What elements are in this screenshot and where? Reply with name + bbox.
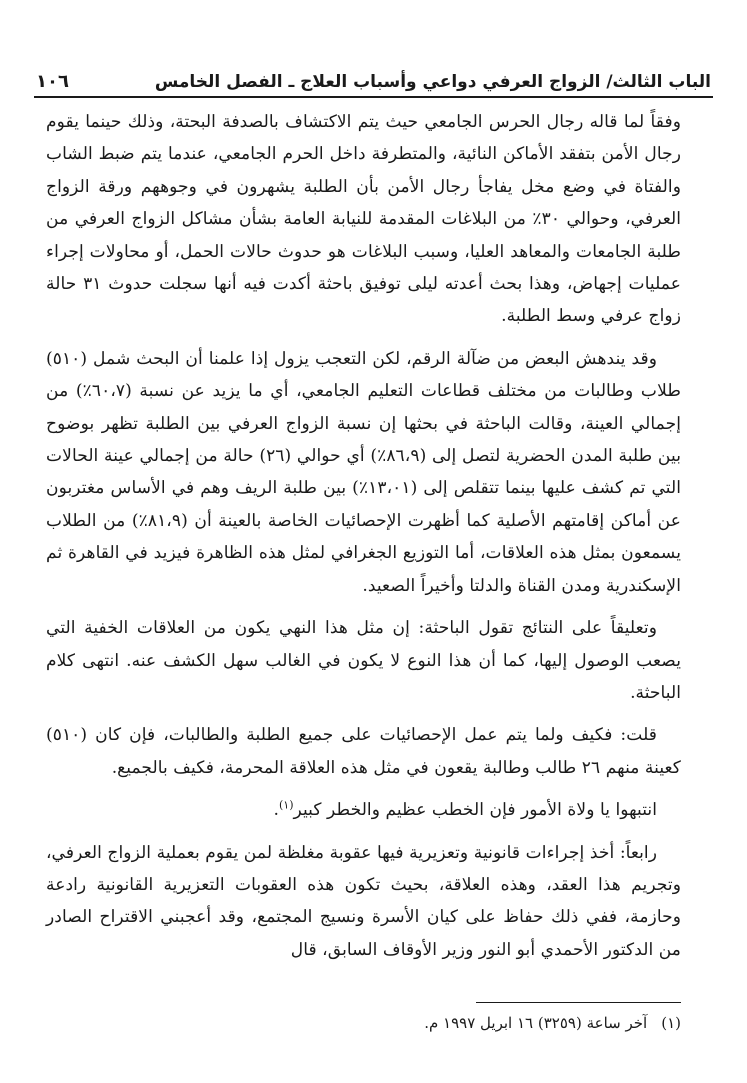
paragraph-5-tail: . bbox=[273, 800, 279, 821]
paragraph-5-text: انتبهوا يا ولاة الأمور فإن الخطب عظيم والخطر كبير bbox=[293, 800, 657, 821]
page-number: ١٠٦ bbox=[36, 71, 69, 92]
body-text bbox=[46, 106, 681, 976]
footnote-text: آخر ساعة (٣٢٥٩) ١٦ ابريل ١٩٩٧ م. bbox=[424, 1014, 648, 1032]
paragraph-1: وفقاً لما قاله رجال الحرس الجامعي حيث يتم الاكتشاف بالصدفة البحتة، وذلك حينما يقوم رجال الأمن بتفقد الأماكن النائية، والمتطرفة داخل الحرم الجامعي، عندما يتم ضبط الشاب والفتاة في وضع مخل يفاجأ رجال الأمن بأن الطلبة يشهرون في وجوههم ورقة الزواج العرفي، وحوالي ٣٠٪ من البلاغات المقدمة للنيابة العامة بشأن مشاكل الزواج العرفي من طلبة الجامعات والمعاهد العليا، وسبب البلاغات هو حدوث حالات الحمل، أو محاولات إجراء عمليات إجهاض، وهذا بحث أعدته ليلى توفيق باحثة أكدت فيه أنها سجلت حدوث ٣١ حالة زواج عرفي وسط الطلبة. bbox=[46, 112, 682, 327]
header-divider bbox=[34, 96, 713, 98]
footnote-reference[interactable]: (١) bbox=[279, 798, 294, 812]
paragraph-6: رابعاً: أخذ إجراءات قانونية وتعزيرية فيها عقوبة مغلظة لمن يقوم بعملية الزواج العرفي، وتجريم هذا العقد، وهذه العلاقة، بحيث تكون هذه العقوبات التعزيرية القانونية رادعة وحازمة، ففي ذلك حفاظ على كيان الأسرة ونسيج المجتمع، وقد أعجبني الاقتراح الصادر من الدكتور الأحمدي أبو النور وزير الأوقاف السابق، قال bbox=[46, 842, 681, 960]
running-title: الباب الثالث/ الزواج العرفي دواعي وأسباب العلاج ـ الفصل الخامس bbox=[154, 72, 711, 92]
footnote-number: (١) bbox=[661, 1014, 681, 1032]
paragraph-4: قلت: فكيف ولما يتم عمل الإحصائيات على جميع الطلبة والطالبات، فإن كان (٥١٠) كعينة منهم ٢٦ طالب وطالبة يقعون في مثل هذه العلاقة المحرمة، فكيف بالجميع. bbox=[46, 725, 681, 778]
paragraph-2: وقد يندهش البعض من ضآلة الرقم، لكن التعجب يزول إذا علمنا أن البحث شمل (٥١٠) طلاب وطالبات من مختلف قطاعات التعليم الجامعي، أي ما يزيد عن نسبة (٦٠،٧٪) من إجمالي العينة، وقالت الباحثة في بحثها إن نسبة الزواج العرفي بين الطلبة تظهر بوضوح بين طلبة المدن الحضرية لتصل إلى (٨٦،٩٪) أي حوالي (٢٦) حالة من إجمالي عينة الحالات التي تم كشف عليها بينما تتقلص إلى (١٣،٠١٪) بين طلبة الريف وهم في الأساس مغتربون عن أماكن إقامتهم الأصلية كما أظهرت الإحصائيات الخاصة بالعينة أن (٨١،٩٪) من الطلاب يسمعون بمثل هذه العلاقات، أما التوزيع الجغرافي لمثل هذه الظاهرة فيزيد في القاهرة ثم الإسكندرية ومدن القناة والدلتا وأخيراً الصعيد. bbox=[46, 348, 681, 596]
footnote-divider bbox=[476, 1002, 681, 1003]
paragraph-5 bbox=[46, 794, 681, 826]
running-header bbox=[36, 62, 711, 92]
footnote bbox=[200, 1012, 681, 1034]
paragraph-3: وتعليقاً على النتائج تقول الباحثة: إن مثل هذا النهي يكون من العلاقات الخفية التي يصعب الوصول إليها، كما أن هذا النوع لا يكون في الغالب سهل الكشف عنه. انتهى كلام الباحثة. bbox=[46, 618, 681, 703]
